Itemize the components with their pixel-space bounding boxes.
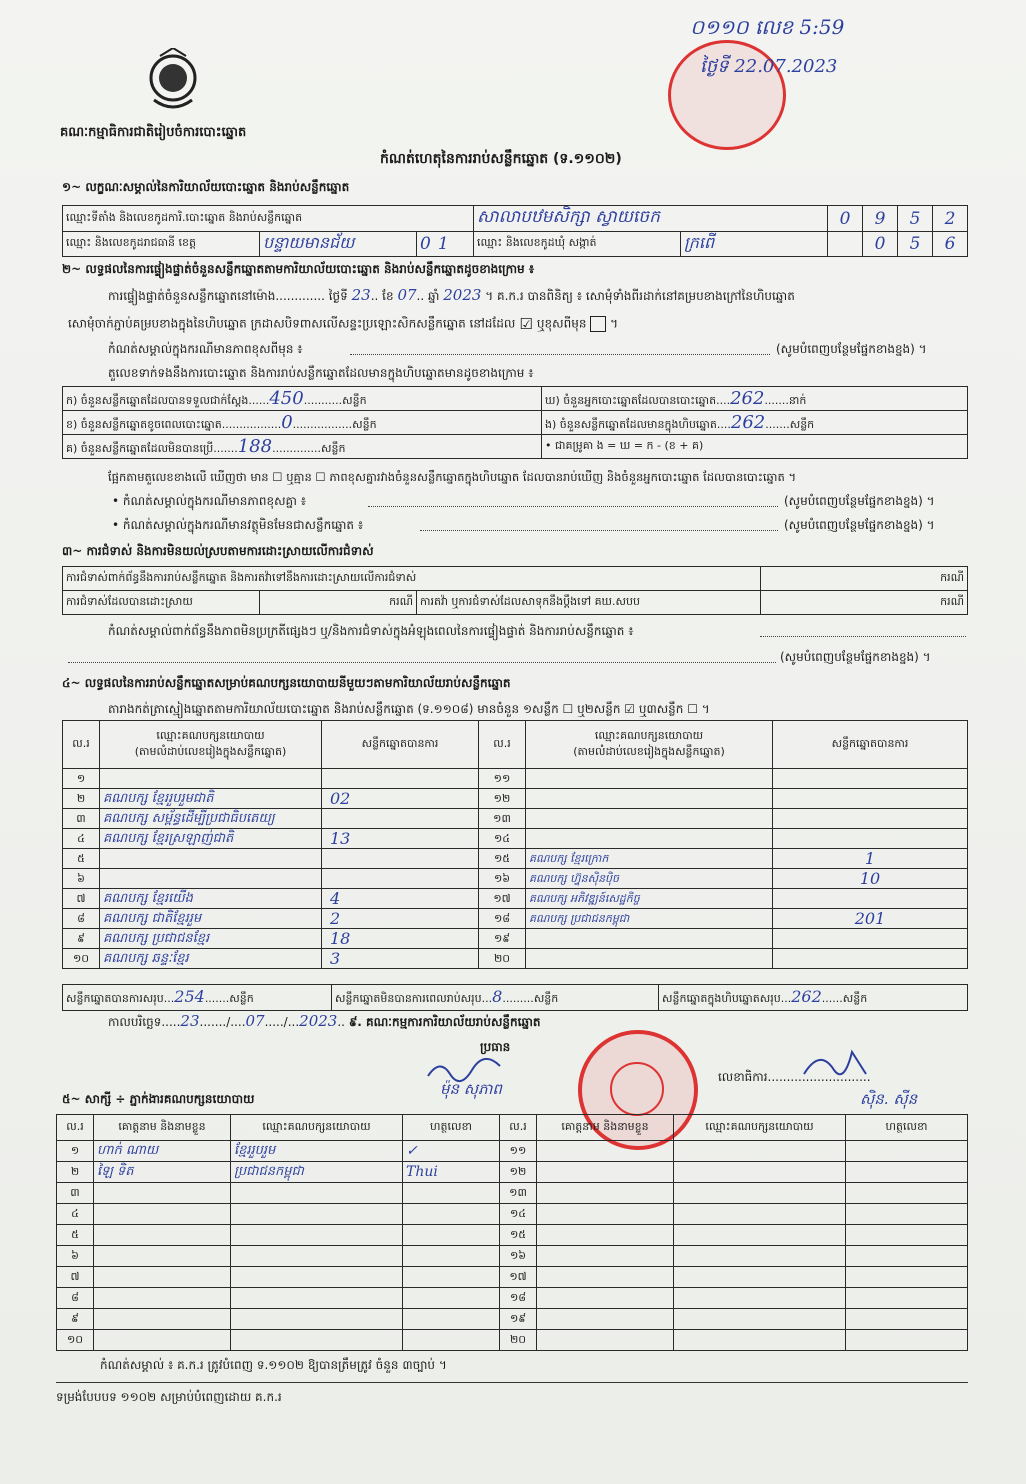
- witness-signature: [846, 1246, 968, 1267]
- result-votes: 18: [322, 929, 479, 949]
- result-votes: [322, 809, 479, 829]
- made-on-line: កាលបរិច្ឆេទ.....23......./....07...../...2023.. ៩. គណៈកម្មការការិយាល័យរាប់សន្លឹកឆ្នោត: [108, 1012, 541, 1030]
- total-box-cell: សន្លឹកឆ្នោតក្នុងហិបឆ្នោតសរុប...262......សន្លឹក: [659, 985, 968, 1011]
- witness-signature: [403, 1204, 500, 1225]
- witness-no: ១៥: [500, 1225, 537, 1246]
- total-valid-cell: សន្លឹកឆ្នោតបានការសរុប...254.......សន្លឹក: [63, 985, 332, 1011]
- province-value: បន្ទាយមានជ័យ: [260, 232, 417, 257]
- col-party-right: ឈ្មោះគណបក្សនយោបាយ (តាមលំដាប់លេខរៀងក្នុងសន្លឹកឆ្នោត): [526, 721, 773, 769]
- year-value: 2023: [443, 286, 482, 304]
- witness-signature: [403, 1183, 500, 1204]
- sec1-title: ១~ លក្ខណៈសម្គាល់នៃការិយាល័យបោះឆ្នោត និងរាប់សន្លឹកឆ្នោត: [62, 180, 350, 194]
- result-votes: 4: [322, 889, 479, 909]
- table-row: [63, 789, 968, 809]
- commune-code-3: 6: [933, 232, 968, 257]
- result-no: ១៥: [479, 849, 526, 869]
- result-party: គណបក្ស ជាតិខ្មែររួម: [100, 909, 322, 929]
- list-item: [57, 1246, 968, 1267]
- note-a-dots: [368, 506, 778, 507]
- witness-name: [537, 1309, 674, 1330]
- sec5-title: ៥~ សាក្សី ÷ ភ្នាក់ងារគណបក្សនយោបាយ: [62, 1092, 255, 1106]
- line1-d: ឆ្នាំ: [427, 289, 440, 303]
- footer-rule: [56, 1382, 968, 1383]
- result-votes: 1: [773, 849, 968, 869]
- result-party: [526, 789, 773, 809]
- line1-b: ថ្ងៃទី: [328, 289, 348, 303]
- list-item: [57, 1330, 968, 1351]
- result-party: គណបក្ស ឆន្ទៈខ្មែរ: [100, 949, 322, 969]
- chair-label: ប្រធាន: [480, 1040, 511, 1054]
- result-no: ៧: [63, 889, 100, 909]
- witness-no: ១: [57, 1141, 94, 1162]
- counts-table: [62, 386, 968, 459]
- witness-signature: [403, 1246, 500, 1267]
- result-party: គណបក្ស ប្រជាជនកម្ពុជា: [526, 909, 773, 929]
- witness-no: ១២: [500, 1162, 537, 1183]
- result-no: ១៣: [479, 809, 526, 829]
- list-item: [57, 1267, 968, 1288]
- witness-signature: Thui: [403, 1162, 500, 1183]
- witness-party: [231, 1204, 403, 1225]
- list-item: [57, 1309, 968, 1330]
- result-votes: 13: [322, 829, 479, 849]
- made-year: 2023: [299, 1012, 338, 1030]
- table-row: [63, 889, 968, 909]
- kho-cell: ឃ) ចំនួនអ្នកបោះឆ្នោតដែលបានបោះឆ្នោត....262.......នាក់: [542, 387, 968, 411]
- witness-name: [537, 1141, 674, 1162]
- note-b: • កំណត់សម្គាល់ក្នុងករណីមានវត្ថុមិនមែនជាសន្លឹកឆ្នោត ៖: [112, 518, 364, 532]
- result-votes: [773, 929, 968, 949]
- list-item: [57, 1225, 968, 1246]
- result-votes: [322, 849, 479, 869]
- note-a: • កំណត់សម្គាល់ក្នុងករណីមានភាពខុសគ្នា ៖: [112, 494, 307, 508]
- result-no: ២០: [479, 949, 526, 969]
- sec3-note: កំណត់សម្គាល់ពាក់ព័ន្ធនឹងភាពមិនប្រក្រតីផ្សេងៗ ឬ/និងការជំទាស់ក្នុងអំឡុងពេលនៃការផ្ទៀងផ្ទាត់ និងការរាប់សន្លឹកឆ្នោត ៖: [108, 624, 634, 638]
- witness-no: ៦: [57, 1246, 94, 1267]
- w-col-name-right: គោត្តនាម និងនាមខ្លួន: [537, 1115, 674, 1141]
- witness-signature: [846, 1204, 968, 1225]
- witness-name: [94, 1246, 231, 1267]
- witness-no: ១៨: [500, 1288, 537, 1309]
- commune-label: ឈ្មោះ និងលេខកូដឃុំ សង្កាត់: [474, 232, 681, 257]
- w-col-no-right: ល.រ: [500, 1115, 537, 1141]
- province-code: 0 1: [417, 232, 474, 257]
- w-col-sign-right: ហត្ថលេខា: [846, 1115, 968, 1141]
- table-row: [63, 929, 968, 949]
- sec2-intro: តួលេខទាក់ទងនឹងការបោះឆ្នោត និងការរាប់សន្លឹកឆ្នោតដែលមានក្នុងហិបឆ្នោតមានដូចខាងក្រោម ៖: [108, 366, 534, 380]
- station-label: ឈ្មោះទីតាំង និងលេខកូដការិ.បោះឆ្នោត និងរាប់សន្លឹកឆ្នោត: [63, 206, 474, 232]
- witness-party: [674, 1309, 846, 1330]
- made-day: 23: [180, 1012, 200, 1030]
- witness-signature: [846, 1330, 968, 1351]
- objection-row2b: ការតវ៉ា ឬការជំទាស់ដែលសាទុកនឹងប្តឹងទៅ គឃ.សបប: [417, 591, 761, 615]
- col-no-right: ល.រ: [479, 721, 526, 769]
- result-votes: [773, 789, 968, 809]
- day-value: 23: [351, 286, 371, 304]
- result-votes: [773, 769, 968, 789]
- witness-name: [94, 1309, 231, 1330]
- result-party: គណបក្ស សម្ព័ន្ធដើម្បីប្រជាធិបតេយ្យ: [100, 809, 322, 829]
- station-code-1: 0: [828, 206, 863, 232]
- result-no: ៦: [63, 869, 100, 889]
- result-votes: [322, 769, 479, 789]
- result-no: ១៤: [479, 829, 526, 849]
- witness-party: [674, 1204, 846, 1225]
- result-votes: [773, 829, 968, 849]
- w-col-sign-left: ហត្ថលេខា: [403, 1115, 500, 1141]
- col-votes-left: សន្លឹកឆ្នោតបានការ: [322, 721, 479, 769]
- witness-party: [231, 1183, 403, 1204]
- list-item: [57, 1288, 968, 1309]
- witness-party: ប្រជាជនកម្ពុជា: [231, 1162, 403, 1183]
- witness-no: ៩: [57, 1309, 94, 1330]
- witness-signature: [846, 1267, 968, 1288]
- witness-name: [537, 1330, 674, 1351]
- committee-sign: ៩. គណៈកម្មការការិយាល័យរាប់សន្លឹកឆ្នោត: [348, 1015, 541, 1029]
- formula-cell: • ជាគម្រូគា ង = ឃ = ក - (ខ + គ): [542, 435, 968, 459]
- witness-no: ១៧: [500, 1267, 537, 1288]
- result-party: [100, 869, 322, 889]
- table-row: [63, 909, 968, 929]
- result-no: ១៦: [479, 869, 526, 889]
- result-no: ១៨: [479, 909, 526, 929]
- w-col-party-left: ឈ្មោះគណបក្សនយោបាយ: [231, 1115, 403, 1141]
- result-no: ៨: [63, 909, 100, 929]
- form-title: កំណត់ហេតុនៃការរាប់សន្លឹកឆ្នោត (ទ.១១០២): [380, 151, 622, 167]
- ka-cell: ក) ចំនួនសន្លឹកឆ្នោតដែលបានទទួលជាក់ស្តែង......450...........សន្លឹក: [63, 387, 542, 411]
- secretary-signature-scribble: [800, 1044, 870, 1084]
- chair-signature-scribble: [424, 1056, 504, 1084]
- result-no: ៩: [63, 929, 100, 949]
- witness-no: ៥: [57, 1225, 94, 1246]
- sec3-title: ៣~ ការជំទាស់ និងការមិនយល់ស្របតាមការដោះស្រាយលើការជំទាស់: [62, 544, 374, 558]
- witness-name: ឡៃ ទិត: [94, 1162, 231, 1183]
- objection-row2a: ការជំទាស់ដែលបានដោះស្រាយ: [63, 591, 260, 615]
- witness-party: [674, 1246, 846, 1267]
- result-votes: 02: [322, 789, 479, 809]
- sec4-title: ៤~ លទ្ធផលនៃការរាប់សន្លឹកឆ្នោតសម្រាប់គណបក្សនយោបាយនីមួយៗតាមការិយាល័យរាប់សន្លឹកឆ្នោត: [62, 676, 511, 690]
- witness-signature: [846, 1162, 968, 1183]
- witness-table: [56, 1114, 968, 1351]
- witness-name: [537, 1288, 674, 1309]
- secretary-label: លេខាធិការ...........................: [718, 1070, 871, 1084]
- note-a-tail: (សូមបំពេញបន្ថែមផ្នែកខាងខ្នង) ។: [784, 494, 935, 508]
- line1-a: ការផ្ទៀងផ្ទាត់ចំនួនសន្លឹកឆ្នោតនៅម៉ោង: [108, 289, 276, 303]
- result-party: [526, 829, 773, 849]
- line1-c: ខែ: [382, 289, 394, 303]
- result-party: គណបក្ស ហ្វ៊ុនស៊ិនប៉ិច: [526, 869, 773, 889]
- note-diff: កំណត់សម្គាល់ក្នុងករណីមានភាពខុសពីមុន ៖: [108, 342, 303, 356]
- witness-name: [537, 1183, 674, 1204]
- table-row: [63, 809, 968, 829]
- witness-party: [674, 1267, 846, 1288]
- w-col-party-right: ឈ្មោះគណបក្សនយោបាយ: [674, 1115, 846, 1141]
- witness-name: [537, 1267, 674, 1288]
- kha-cell: ខ) ចំនួនសន្លឹកឆ្នោតខូចពេលបោះឆ្នោត.................0.................សន្លឹក: [63, 411, 542, 435]
- witness-no: ៨: [57, 1288, 94, 1309]
- sec3-note-dots1: [760, 636, 966, 637]
- witness-name: [537, 1162, 674, 1183]
- witness-no: ៧: [57, 1267, 94, 1288]
- witness-party: [674, 1162, 846, 1183]
- witness-party: [674, 1183, 846, 1204]
- station-code-2: 9: [863, 206, 898, 232]
- province-label: ឈ្មោះ និងលេខកូដរាជធានី ខេត្ត: [63, 232, 260, 257]
- witness-name: [537, 1246, 674, 1267]
- line2-text: សោមុំចាក់ភ្ជាប់គម្របខាងក្នុងនៃហិបឆ្នោត ក្រដាសបិទពាសលើសន្ទះប្រឡោះសិកសន្លឹកឆ្នោត នៅដដែល: [68, 316, 516, 331]
- witness-name: [94, 1330, 231, 1351]
- result-no: ១១: [479, 769, 526, 789]
- result-party: [100, 769, 322, 789]
- sec2-title: ២~ លទ្ធផលនៃការផ្ទៀងផ្ទាត់ចំនួនសន្លឹកឆ្នោតតាមការិយាល័យបោះឆ្នោត និងរាប់សន្លឹកឆ្នោតដូចខាងក្រោម ៖: [62, 262, 535, 276]
- chair-signature: ម៉ុន សុភាព: [440, 1080, 502, 1098]
- witness-signature: [403, 1267, 500, 1288]
- witness-party: [231, 1246, 403, 1267]
- emblem-logo: [140, 48, 206, 118]
- witness-signature: ✓: [403, 1141, 500, 1162]
- objection-row1: ការជំទាស់ពាក់ព័ន្ធនឹងការរាប់សន្លឹកឆ្នោត និងការតវ៉ាទៅនឹងការដោះស្រាយលើការជំទាស់: [63, 567, 761, 591]
- committee-name: គណៈកម្មាធិការជាតិរៀបចំការបោះឆ្នោត: [60, 125, 247, 140]
- result-votes: [773, 809, 968, 829]
- result-party: គណបក្ស ខ្មែរក្រោក: [526, 849, 773, 869]
- result-party: [526, 769, 773, 789]
- witness-signature: [403, 1288, 500, 1309]
- result-party: [526, 929, 773, 949]
- witness-no: ៣: [57, 1183, 94, 1204]
- different-checkbox[interactable]: [590, 316, 606, 332]
- list-item: [57, 1204, 968, 1225]
- witness-no: ១០: [57, 1330, 94, 1351]
- station-value: សាលាបឋមសិក្សា ស្វាយចេក: [474, 206, 828, 232]
- sec5-footer-note: កំណត់សម្គាល់ ៖ គ.ក.រ ត្រូវបំពេញ ទ.១១០២ ឱ្យបានត្រឹមត្រូវ ចំនួន ៣ច្បាប់ ។: [100, 1358, 447, 1372]
- witness-name: [537, 1204, 674, 1225]
- result-party: គណបក្ស ខ្មែររួបរួមជាតិ: [100, 789, 322, 809]
- witness-signature: [403, 1309, 500, 1330]
- witness-no: ២០: [500, 1330, 537, 1351]
- result-votes: [773, 949, 968, 969]
- witness-party: [231, 1309, 403, 1330]
- month-value: 07: [397, 286, 417, 304]
- table-row: [63, 769, 968, 789]
- witness-name: [94, 1183, 231, 1204]
- list-item: [57, 1183, 968, 1204]
- witness-no: ២: [57, 1162, 94, 1183]
- witness-party: [231, 1330, 403, 1351]
- commune-value: ក្រពើ: [681, 232, 828, 257]
- station-table: [62, 205, 968, 257]
- objection-row2b-case: ករណី: [761, 591, 968, 615]
- witness-no: ១៦: [500, 1246, 537, 1267]
- sec3-note-dots2: [68, 662, 776, 663]
- results-table: [62, 720, 968, 969]
- table-row: [63, 829, 968, 849]
- table-row: [63, 869, 968, 889]
- col-votes-right: សន្លឹកឆ្នោតបានការ: [773, 721, 968, 769]
- result-no: ១០: [63, 949, 100, 969]
- witness-signature: [403, 1330, 500, 1351]
- commune-code-empty: [828, 232, 863, 257]
- result-votes: 3: [322, 949, 479, 969]
- secretary-signature: សុិន. សុីន: [860, 1090, 918, 1108]
- result-votes: 201: [773, 909, 968, 929]
- totals-table: [62, 984, 968, 1011]
- objection-table: [62, 566, 968, 615]
- list-item: [57, 1141, 968, 1162]
- list-item: [57, 1162, 968, 1183]
- station-code-3: 5: [898, 206, 933, 232]
- witness-no: ៤: [57, 1204, 94, 1225]
- ko-cell: គ) ចំនួនសន្លឹកឆ្នោតដែលមិនបានប្រើ.......188..............សន្លឹក: [63, 435, 542, 459]
- result-party: គណបក្ស ប្រជាជនខ្មែរ: [100, 929, 322, 949]
- compare-line: ផ្អែកតាមតួលេខខាងលើ ឃើញថា មាន ☐ ឬគ្មាន ☐ ភាពខុសគ្នារវាងចំនួនសន្លឹកឆ្នោតក្នុងហិបឆ្នោត ដែលបានរាប់ឃើញ និងចំនួនអ្នកបោះឆ្នោត ដែលបានបោះឆ្នោត ។: [108, 470, 797, 484]
- line1-e: ។ គ.ក.រ បានពិនិត្យ ៖ សោមុំទាំងពីរដាក់នៅគម្របខាងក្រៅនៃហិបឆ្នោត: [485, 289, 795, 303]
- witness-party: [674, 1225, 846, 1246]
- witness-party: [231, 1267, 403, 1288]
- witness-name: [94, 1204, 231, 1225]
- result-party: គណបក្ស អភិវឌ្ឍន៍សេដ្ឋកិច្ច: [526, 889, 773, 909]
- sec3-note-tail: (សូមបំពេញបន្ថែមផ្នែកខាងខ្នង) ។: [780, 650, 931, 664]
- witness-party: ខ្មែររួបរួម: [231, 1141, 403, 1162]
- witness-party: [674, 1288, 846, 1309]
- w-col-no-left: ល.រ: [57, 1115, 94, 1141]
- note-b-tail: (សូមបំពេញបន្ថែមផ្នែកខាងខ្នង) ។: [784, 518, 935, 532]
- station-code-4: 2: [933, 206, 968, 232]
- witness-signature: [846, 1225, 968, 1246]
- ng-cell: ង) ចំនួនសន្លឹកឆ្នោតដែលមានក្នុងហិបឆ្នោត....262.......សន្លឹក: [542, 411, 968, 435]
- result-votes: [322, 869, 479, 889]
- objection-row1-case: ករណី: [761, 567, 968, 591]
- note-b-dots: [420, 530, 778, 531]
- received-date: ថ្ងៃទី 22.07.2023: [700, 56, 838, 77]
- result-party: [100, 849, 322, 869]
- result-no: ៣: [63, 809, 100, 829]
- col-party-left: ឈ្មោះគណបក្សនយោបាយ (តាមលំដាប់លេខរៀងក្នុងសន្លឹកឆ្នោត): [100, 721, 322, 769]
- line2-b: ឬខុសពីមុន: [536, 316, 587, 331]
- witness-name: ហាក់ ណាយ: [94, 1141, 231, 1162]
- witness-signature: [846, 1288, 968, 1309]
- witness-party: [674, 1141, 846, 1162]
- sec2-line1: ការផ្ទៀងផ្ទាត់ចំនួនសន្លឹកឆ្នោតនៅម៉ោង............. ថ្ងៃទី 23.. ខែ 07.. ឆ្នាំ 2023 ។ គ.ក.រ បានពិនិត្យ ៖ សោមុំទាំងពីរដាក់នៅគម្របខាងក្រៅនៃហិបឆ្នោត: [108, 286, 795, 304]
- result-no: ១៩: [479, 929, 526, 949]
- objection-row2a-case: ករណី: [260, 591, 417, 615]
- line2-c: ។: [610, 316, 619, 331]
- witness-signature: [846, 1141, 968, 1162]
- result-no: ៥: [63, 849, 100, 869]
- result-party: គណបក្ស ខ្មែរស្រឡាញ់ជាតិ: [100, 829, 322, 849]
- form-footer: ទម្រង់បែបបទ ១១០២ សម្រាប់បំពេញដោយ គ.ក.រ: [56, 1390, 282, 1404]
- result-votes: 10: [773, 869, 968, 889]
- received-no: ០១១០ លេខ 5:59: [690, 15, 845, 39]
- result-no: ២: [63, 789, 100, 809]
- same-checkbox[interactable]: ☑: [519, 315, 533, 333]
- result-votes: 2: [322, 909, 479, 929]
- witness-name: [94, 1225, 231, 1246]
- witness-party: [231, 1225, 403, 1246]
- sec2-line2: [68, 316, 618, 332]
- result-no: ១២: [479, 789, 526, 809]
- commune-code-2: 5: [898, 232, 933, 257]
- table-row: [63, 849, 968, 869]
- result-party: គណបក្ស ខ្មែរយើង: [100, 889, 322, 909]
- witness-no: ១១: [500, 1141, 537, 1162]
- witness-signature: [846, 1309, 968, 1330]
- witness-no: ១៩: [500, 1309, 537, 1330]
- made-month: 07: [245, 1012, 265, 1030]
- witness-signature: [846, 1183, 968, 1204]
- witness-name: [537, 1225, 674, 1246]
- witness-party: [674, 1330, 846, 1351]
- commune-code-1: 0: [863, 232, 898, 257]
- w-col-name-left: គោត្តនាម និងនាមខ្លួន: [94, 1115, 231, 1141]
- col-no-left: ល.រ: [63, 721, 100, 769]
- witness-party: [231, 1288, 403, 1309]
- result-votes: [773, 889, 968, 909]
- witness-name: [94, 1288, 231, 1309]
- result-party: [526, 809, 773, 829]
- note-diff-more: (សូមបំពេញបន្ថែមផ្នែកខាងខ្នង) ។: [776, 342, 927, 356]
- made-on-label: កាលបរិច្ឆេទ: [108, 1015, 162, 1029]
- result-party: [526, 949, 773, 969]
- result-no: ៤: [63, 829, 100, 849]
- note-diff-dots: [350, 354, 770, 355]
- result-no: ១: [63, 769, 100, 789]
- table-row: [63, 949, 968, 969]
- witness-signature: [403, 1225, 500, 1246]
- result-no: ១៧: [479, 889, 526, 909]
- sec4-subtitle: តារាងកត់ត្រាស្មៀងឆ្នោតតាមការិយាល័យបោះឆ្នោត និងរាប់សន្លឹកឆ្នោត (ទ.១១០៨) មានចំនួន ១សន្លឹក ☐ ឬ២សន្លឹក ☑ ឬ៣សន្លឹក ☐ ។: [108, 702, 710, 716]
- total-invalid-cell: សន្លឹកឆ្នោតមិនបានការពេលរាប់សរុប...8.........សន្លឹក: [332, 985, 659, 1011]
- witness-name: [94, 1267, 231, 1288]
- witness-no: ១៣: [500, 1183, 537, 1204]
- witness-no: ១៤: [500, 1204, 537, 1225]
